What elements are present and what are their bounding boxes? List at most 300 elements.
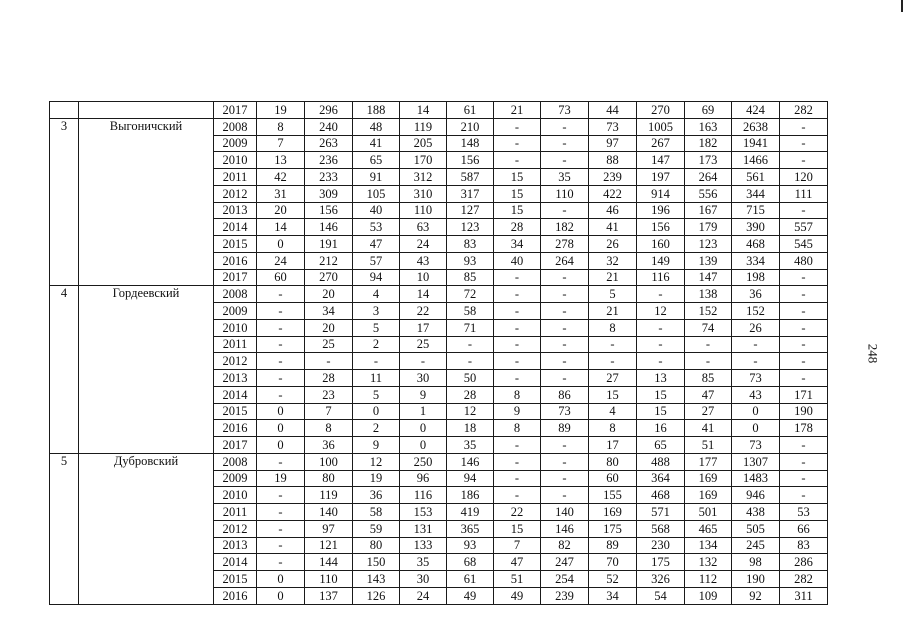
value-cell: 0: [400, 437, 447, 454]
value-cell: 139: [685, 252, 732, 269]
value-cell: -: [780, 437, 828, 454]
value-cell: 946: [732, 487, 780, 504]
value-cell: 182: [541, 219, 589, 236]
value-cell: 11: [353, 370, 400, 387]
value-cell: 480: [780, 252, 828, 269]
value-cell: -: [494, 303, 541, 320]
value-cell: 8: [494, 386, 541, 403]
value-cell: 20: [305, 286, 353, 303]
value-cell: 7: [257, 135, 305, 152]
value-cell: 365: [447, 520, 494, 537]
value-cell: 148: [447, 135, 494, 152]
value-cell: 190: [732, 571, 780, 588]
value-cell: 270: [305, 269, 353, 286]
value-cell: -: [780, 470, 828, 487]
value-cell: 36: [353, 487, 400, 504]
value-cell: 69: [685, 102, 732, 119]
value-cell: 24: [400, 587, 447, 604]
value-cell: 27: [589, 370, 637, 387]
value-cell: 21: [589, 269, 637, 286]
value-cell: 0: [400, 420, 447, 437]
value-cell: 58: [353, 504, 400, 521]
value-cell: 94: [447, 470, 494, 487]
value-cell: 175: [637, 554, 685, 571]
value-cell: 438: [732, 504, 780, 521]
value-cell: 14: [400, 286, 447, 303]
value-cell: -: [780, 152, 828, 169]
value-cell: 561: [732, 169, 780, 186]
value-cell: 89: [589, 537, 637, 554]
value-cell: 134: [685, 537, 732, 554]
value-cell: 15: [637, 403, 685, 420]
value-cell: 51: [685, 437, 732, 454]
value-cell: -: [494, 453, 541, 470]
value-cell: 3: [353, 303, 400, 320]
value-cell: 311: [780, 587, 828, 604]
value-cell: 110: [400, 202, 447, 219]
value-cell: 19: [353, 470, 400, 487]
year-cell: 2014: [214, 386, 257, 403]
table-row: [50, 453, 828, 470]
value-cell: -: [780, 453, 828, 470]
value-cell: 49: [447, 587, 494, 604]
year-cell: 2012: [214, 353, 257, 370]
value-cell: -: [257, 504, 305, 521]
value-cell: 422: [589, 185, 637, 202]
value-cell: 41: [589, 219, 637, 236]
value-cell: 27: [685, 403, 732, 420]
table-body: [50, 102, 828, 605]
value-cell: 1466: [732, 152, 780, 169]
value-cell: 247: [541, 554, 589, 571]
value-cell: 110: [305, 571, 353, 588]
value-cell: -: [447, 336, 494, 353]
value-cell: 121: [305, 537, 353, 554]
year-cell: 2010: [214, 487, 257, 504]
value-cell: 169: [685, 487, 732, 504]
year-cell: 2009: [214, 135, 257, 152]
value-cell: 155: [589, 487, 637, 504]
value-cell: -: [257, 537, 305, 554]
value-cell: 167: [685, 202, 732, 219]
year-cell: 2017: [214, 269, 257, 286]
row-number-cell: 3: [50, 118, 79, 286]
value-cell: 587: [447, 169, 494, 186]
value-cell: 317: [447, 185, 494, 202]
year-cell: 2012: [214, 520, 257, 537]
value-cell: -: [541, 135, 589, 152]
value-cell: 15: [494, 169, 541, 186]
value-cell: -: [305, 353, 353, 370]
value-cell: 140: [541, 504, 589, 521]
value-cell: -: [541, 152, 589, 169]
table-row: [50, 286, 828, 303]
value-cell: 80: [305, 470, 353, 487]
value-cell: -: [780, 303, 828, 320]
year-cell: 2016: [214, 587, 257, 604]
value-cell: -: [494, 319, 541, 336]
value-cell: 169: [685, 470, 732, 487]
page-number: 248: [865, 343, 881, 364]
value-cell: 1307: [732, 453, 780, 470]
value-cell: 133: [400, 537, 447, 554]
year-cell: 2009: [214, 303, 257, 320]
value-cell: 190: [780, 403, 828, 420]
value-cell: 239: [541, 587, 589, 604]
statistics-table: [49, 101, 828, 605]
value-cell: 15: [494, 202, 541, 219]
value-cell: 31: [257, 185, 305, 202]
value-cell: 26: [589, 236, 637, 253]
value-cell: 73: [541, 102, 589, 119]
value-cell: 390: [732, 219, 780, 236]
value-cell: 9: [400, 386, 447, 403]
value-cell: 0: [732, 420, 780, 437]
value-cell: 12: [447, 403, 494, 420]
value-cell: 198: [732, 269, 780, 286]
value-cell: 0: [257, 587, 305, 604]
value-cell: 557: [780, 219, 828, 236]
value-cell: 19: [257, 470, 305, 487]
value-cell: 47: [353, 236, 400, 253]
value-cell: 0: [257, 403, 305, 420]
row-number-cell: 4: [50, 286, 79, 454]
value-cell: -: [732, 353, 780, 370]
value-cell: 270: [637, 102, 685, 119]
value-cell: -: [732, 336, 780, 353]
value-cell: 424: [732, 102, 780, 119]
district-cell: Дубровский: [79, 453, 214, 604]
year-cell: 2013: [214, 370, 257, 387]
value-cell: 1941: [732, 135, 780, 152]
value-cell: 175: [589, 520, 637, 537]
value-cell: -: [589, 336, 637, 353]
year-cell: 2009: [214, 470, 257, 487]
value-cell: -: [780, 336, 828, 353]
value-cell: 263: [305, 135, 353, 152]
value-cell: -: [257, 370, 305, 387]
value-cell: 568: [637, 520, 685, 537]
value-cell: -: [637, 286, 685, 303]
value-cell: 5: [353, 319, 400, 336]
year-cell: 2012: [214, 185, 257, 202]
value-cell: 34: [494, 236, 541, 253]
value-cell: 419: [447, 504, 494, 521]
value-cell: -: [353, 353, 400, 370]
value-cell: 344: [732, 185, 780, 202]
value-cell: 119: [305, 487, 353, 504]
value-cell: 53: [353, 219, 400, 236]
value-cell: 9: [353, 437, 400, 454]
value-cell: 296: [305, 102, 353, 119]
value-cell: 57: [353, 252, 400, 269]
value-cell: 7: [305, 403, 353, 420]
value-cell: 0: [257, 437, 305, 454]
value-cell: 5: [589, 286, 637, 303]
table-row: [50, 102, 828, 119]
value-cell: 8: [494, 420, 541, 437]
value-cell: 17: [589, 437, 637, 454]
value-cell: 58: [447, 303, 494, 320]
value-cell: 63: [400, 219, 447, 236]
value-cell: 61: [447, 102, 494, 119]
value-cell: 146: [305, 219, 353, 236]
value-cell: 15: [494, 520, 541, 537]
value-cell: 15: [637, 386, 685, 403]
value-cell: 19: [257, 102, 305, 119]
value-cell: 286: [780, 554, 828, 571]
value-cell: 326: [637, 571, 685, 588]
value-cell: 7: [494, 537, 541, 554]
value-cell: 147: [685, 269, 732, 286]
value-cell: -: [541, 370, 589, 387]
value-cell: 571: [637, 504, 685, 521]
value-cell: 21: [494, 102, 541, 119]
value-cell: 52: [589, 571, 637, 588]
value-cell: 36: [732, 286, 780, 303]
value-cell: 131: [400, 520, 447, 537]
value-cell: 13: [637, 370, 685, 387]
value-cell: 144: [305, 554, 353, 571]
value-cell: 123: [447, 219, 494, 236]
value-cell: 0: [257, 420, 305, 437]
value-cell: 89: [541, 420, 589, 437]
value-cell: -: [637, 336, 685, 353]
value-cell: -: [541, 336, 589, 353]
value-cell: 10: [400, 269, 447, 286]
value-cell: 49: [494, 587, 541, 604]
value-cell: 177: [685, 453, 732, 470]
value-cell: 30: [400, 370, 447, 387]
value-cell: 51: [494, 571, 541, 588]
value-cell: 2: [353, 336, 400, 353]
value-cell: 170: [400, 152, 447, 169]
year-cell: 2014: [214, 554, 257, 571]
value-cell: 545: [780, 236, 828, 253]
value-cell: -: [541, 303, 589, 320]
value-cell: 28: [305, 370, 353, 387]
value-cell: -: [257, 319, 305, 336]
value-cell: 91: [353, 169, 400, 186]
value-cell: 282: [780, 102, 828, 119]
value-cell: -: [494, 353, 541, 370]
value-cell: 914: [637, 185, 685, 202]
value-cell: 179: [685, 219, 732, 236]
value-cell: -: [780, 135, 828, 152]
value-cell: 169: [589, 504, 637, 521]
value-cell: 96: [400, 470, 447, 487]
value-cell: 40: [494, 252, 541, 269]
value-cell: 24: [257, 252, 305, 269]
value-cell: 36: [305, 437, 353, 454]
value-cell: -: [589, 353, 637, 370]
value-cell: 186: [447, 487, 494, 504]
value-cell: 196: [637, 202, 685, 219]
value-cell: 0: [732, 403, 780, 420]
value-cell: -: [494, 470, 541, 487]
value-cell: 140: [305, 504, 353, 521]
value-cell: 236: [305, 152, 353, 169]
value-cell: -: [494, 118, 541, 135]
value-cell: 153: [400, 504, 447, 521]
value-cell: 16: [637, 420, 685, 437]
value-cell: 150: [353, 554, 400, 571]
value-cell: -: [257, 386, 305, 403]
value-cell: -: [780, 269, 828, 286]
value-cell: 0: [257, 571, 305, 588]
value-cell: 132: [685, 554, 732, 571]
value-cell: 15: [589, 386, 637, 403]
value-cell: -: [257, 353, 305, 370]
value-cell: 74: [685, 319, 732, 336]
value-cell: 48: [353, 118, 400, 135]
value-cell: 68: [447, 554, 494, 571]
value-cell: 156: [637, 219, 685, 236]
value-cell: 278: [541, 236, 589, 253]
value-cell: -: [685, 353, 732, 370]
value-cell: 233: [305, 169, 353, 186]
value-cell: 14: [257, 219, 305, 236]
value-cell: 18: [447, 420, 494, 437]
value-cell: 71: [447, 319, 494, 336]
value-cell: 0: [353, 403, 400, 420]
year-cell: 2011: [214, 504, 257, 521]
value-cell: 34: [305, 303, 353, 320]
value-cell: 334: [732, 252, 780, 269]
value-cell: 35: [541, 169, 589, 186]
value-cell: -: [780, 487, 828, 504]
value-cell: 25: [305, 336, 353, 353]
value-cell: 205: [400, 135, 447, 152]
year-cell: 2013: [214, 202, 257, 219]
value-cell: 47: [494, 554, 541, 571]
value-cell: -: [257, 554, 305, 571]
value-cell: 178: [780, 420, 828, 437]
value-cell: -: [541, 118, 589, 135]
value-cell: 465: [685, 520, 732, 537]
value-cell: 210: [447, 118, 494, 135]
year-cell: 2017: [214, 102, 257, 119]
value-cell: 70: [589, 554, 637, 571]
district-cell: Выгоничский: [79, 118, 214, 286]
value-cell: 4: [353, 286, 400, 303]
value-cell: 20: [305, 319, 353, 336]
value-cell: -: [494, 437, 541, 454]
value-cell: 47: [685, 386, 732, 403]
value-cell: -: [780, 353, 828, 370]
year-cell: 2014: [214, 219, 257, 236]
value-cell: 111: [780, 185, 828, 202]
value-cell: -: [257, 487, 305, 504]
year-cell: 2010: [214, 152, 257, 169]
value-cell: 160: [637, 236, 685, 253]
value-cell: 143: [353, 571, 400, 588]
value-cell: 42: [257, 169, 305, 186]
value-cell: 8: [589, 319, 637, 336]
value-cell: 73: [589, 118, 637, 135]
value-cell: 28: [447, 386, 494, 403]
value-cell: 66: [780, 520, 828, 537]
value-cell: 43: [732, 386, 780, 403]
value-cell: 100: [305, 453, 353, 470]
value-cell: 173: [685, 152, 732, 169]
value-cell: 1483: [732, 470, 780, 487]
value-cell: 65: [353, 152, 400, 169]
value-cell: 264: [541, 252, 589, 269]
value-cell: 17: [400, 319, 447, 336]
value-cell: 116: [637, 269, 685, 286]
value-cell: -: [780, 286, 828, 303]
value-cell: 240: [305, 118, 353, 135]
value-cell: 40: [353, 202, 400, 219]
value-cell: 488: [637, 453, 685, 470]
value-cell: 8: [589, 420, 637, 437]
value-cell: 152: [732, 303, 780, 320]
value-cell: 105: [353, 185, 400, 202]
value-cell: 98: [732, 554, 780, 571]
value-cell: 264: [685, 169, 732, 186]
value-cell: 73: [541, 403, 589, 420]
year-cell: 2010: [214, 319, 257, 336]
value-cell: 46: [589, 202, 637, 219]
value-cell: -: [494, 152, 541, 169]
value-cell: 116: [400, 487, 447, 504]
value-cell: 92: [732, 587, 780, 604]
value-cell: 230: [637, 537, 685, 554]
value-cell: 112: [685, 571, 732, 588]
value-cell: 109: [685, 587, 732, 604]
value-cell: -: [447, 353, 494, 370]
value-cell: 50: [447, 370, 494, 387]
value-cell: 468: [637, 487, 685, 504]
value-cell: 41: [353, 135, 400, 152]
value-cell: 85: [685, 370, 732, 387]
value-cell: 94: [353, 269, 400, 286]
value-cell: -: [780, 319, 828, 336]
value-cell: 310: [400, 185, 447, 202]
value-cell: 156: [447, 152, 494, 169]
value-cell: 501: [685, 504, 732, 521]
year-cell: 2008: [214, 118, 257, 135]
value-cell: 254: [541, 571, 589, 588]
value-cell: -: [637, 319, 685, 336]
value-cell: 146: [447, 453, 494, 470]
value-cell: -: [780, 118, 828, 135]
value-cell: 5: [353, 386, 400, 403]
value-cell: 24: [400, 236, 447, 253]
value-cell: 1005: [637, 118, 685, 135]
value-cell: 15: [494, 185, 541, 202]
value-cell: -: [257, 286, 305, 303]
value-cell: 80: [589, 453, 637, 470]
scan-edge-mark: [901, 0, 903, 12]
value-cell: 41: [685, 420, 732, 437]
value-cell: -: [257, 303, 305, 320]
value-cell: 110: [541, 185, 589, 202]
value-cell: 4: [589, 403, 637, 420]
value-cell: 120: [780, 169, 828, 186]
row-number-cell: [50, 102, 79, 119]
value-cell: 312: [400, 169, 447, 186]
value-cell: 163: [685, 118, 732, 135]
value-cell: 468: [732, 236, 780, 253]
value-cell: 59: [353, 520, 400, 537]
year-cell: 2015: [214, 236, 257, 253]
value-cell: 44: [589, 102, 637, 119]
value-cell: 182: [685, 135, 732, 152]
table-row: [50, 118, 828, 135]
value-cell: 188: [353, 102, 400, 119]
